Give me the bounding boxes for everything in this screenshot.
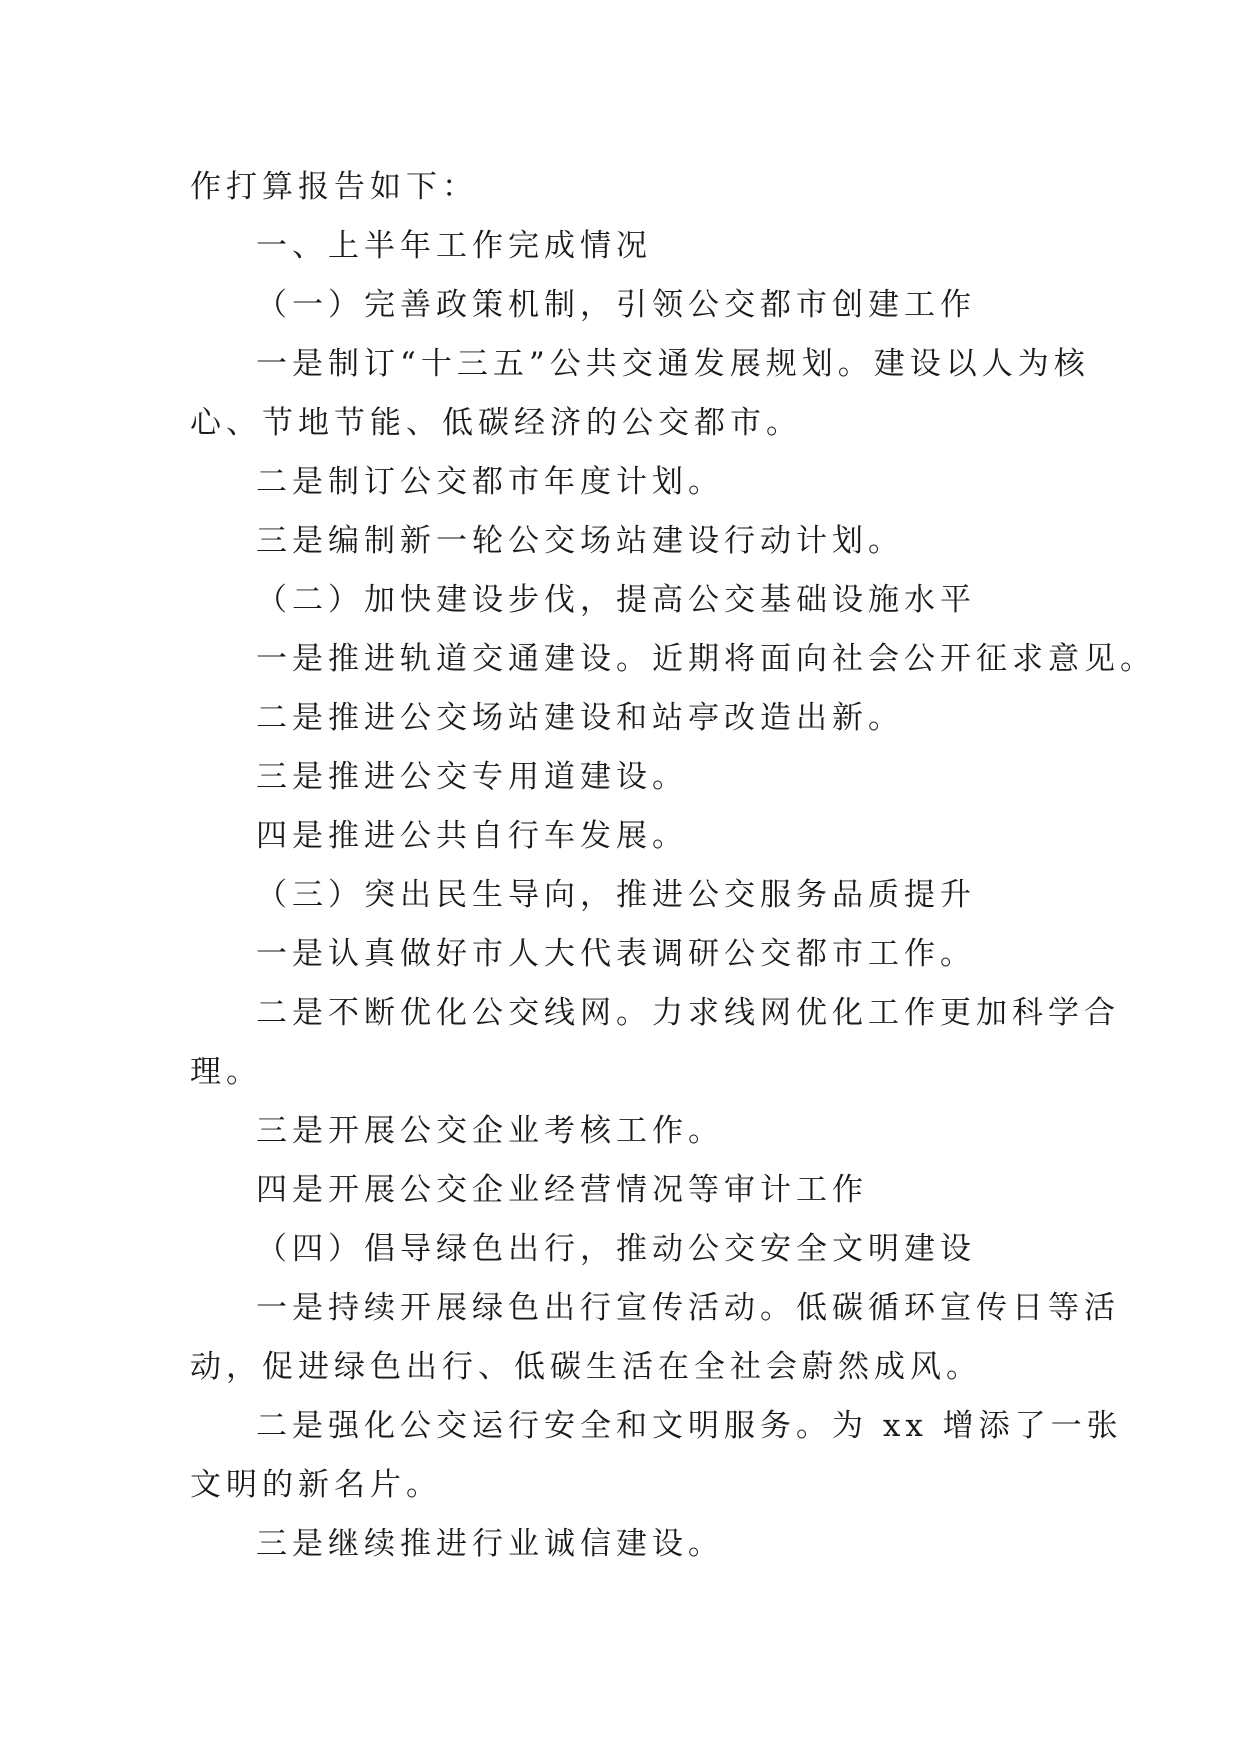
body-line: 二是制订公交都市年度计划。	[256, 464, 724, 500]
body-line: 作打算报告如下：	[190, 169, 478, 205]
section-heading: 一、上半年工作完成情况	[256, 228, 652, 264]
document-body	[190, 158, 1156, 1574]
body-line: 理。	[190, 1054, 262, 1090]
subsection-heading: （四）倡导绿色出行，推动公交安全文明建设	[256, 1231, 976, 1267]
body-line: 一是认真做好市人大代表调研公交都市工作。	[256, 936, 976, 972]
body-line: 三是编制新一轮公交场站建设行动计划。	[256, 523, 904, 559]
body-line: 二是不断优化公交线网。力求线网优化工作更加科学合	[256, 995, 1120, 1031]
body-line: 一是持续开展绿色出行宣传活动。低碳循环宣传日等活	[256, 1290, 1120, 1326]
body-line: 文明的新名片。	[190, 1467, 442, 1503]
body-line: 四是推进公共自行车发展。	[256, 818, 688, 854]
body-line: 一是推进轨道交通建设。近期将面向社会公开征求意见。	[256, 641, 1156, 677]
body-line: 三是继续推进行业诚信建设。	[256, 1526, 724, 1562]
body-line: 一是制订“十三五”公共交通发展规划。建设以人为核	[256, 346, 1090, 382]
body-line: 三是推进公交专用道建设。	[256, 759, 688, 795]
body-line: 三是开展公交企业考核工作。	[256, 1113, 724, 1149]
body-line: 心、节地节能、低碳经济的公交都市。	[190, 405, 802, 441]
subsection-heading: （一）完善政策机制，引领公交都市创建工作	[256, 287, 976, 323]
body-line: 动，促进绿色出行、低碳生活在全社会蔚然成风。	[190, 1349, 982, 1385]
subsection-heading: （二）加快建设步伐，提高公交基础设施水平	[256, 582, 976, 618]
subsection-heading: （三）突出民生导向，推进公交服务品质提升	[256, 877, 976, 913]
body-line: 二是强化公交运行安全和文明服务。为 xx 增添了一张	[256, 1408, 1123, 1444]
body-line: 四是开展公交企业经营情况等审计工作	[256, 1172, 868, 1208]
body-line: 二是推进公交场站建设和站亭改造出新。	[256, 700, 904, 736]
